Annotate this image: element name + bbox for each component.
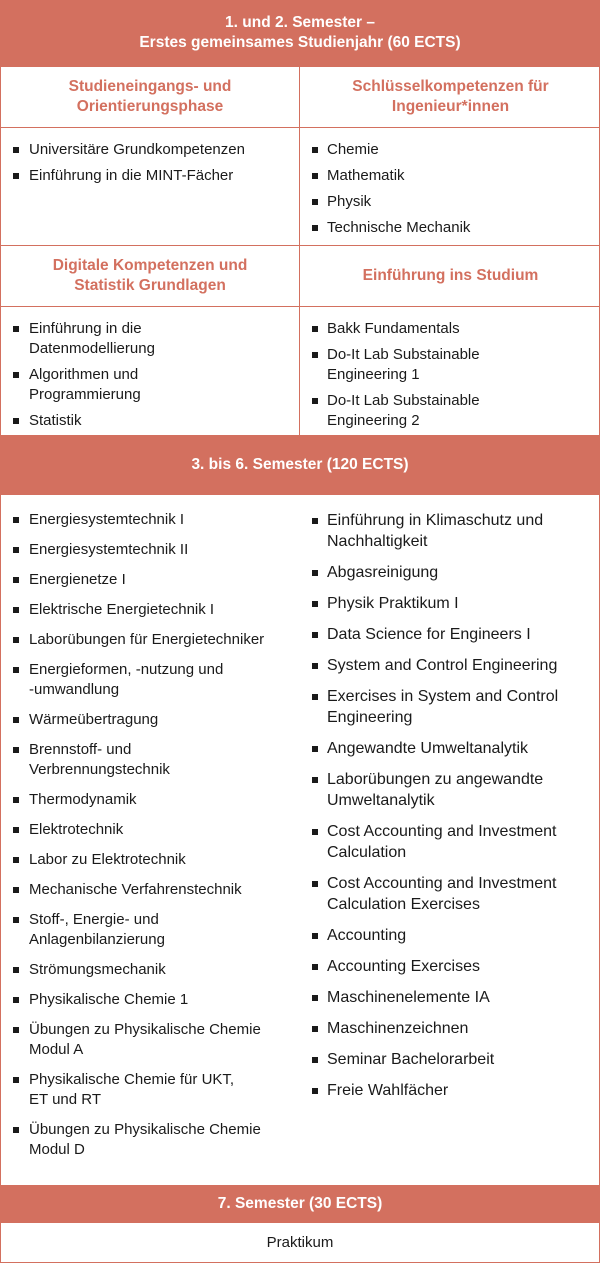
block-schluesselkompetenzen	[300, 67, 600, 245]
course-item: Data Science for Engineers I	[300, 624, 600, 645]
course-item: Accounting	[300, 925, 600, 946]
section-title-line2: Erstes gemeinsames Studienjahr (60 ECTS)	[139, 34, 461, 51]
course-item: Energiesystemtechnik I	[1, 510, 300, 530]
course-item: Accounting Exercises	[300, 956, 600, 977]
course-item: Maschinenelemente IA	[300, 987, 600, 1008]
list-item: Do-It Lab Substainable Engineering 1	[300, 345, 600, 385]
block-einfuehrung-studium	[300, 245, 600, 435]
list-item: Einführung in die MINT-Fächer	[1, 166, 299, 186]
course-item: Übungen zu Physikalische Chemie Modul A	[1, 1020, 300, 1060]
section-header-semester7: 7. Semester (30 ECTS)	[0, 1185, 600, 1223]
block-list	[300, 128, 600, 245]
heading-line: Schlüsselkompetenzen für	[352, 78, 549, 95]
course-item: Physikalische Chemie für UKT, ET und RT	[1, 1070, 300, 1110]
course-item: Elektrische Energietechnik I	[1, 600, 300, 620]
course-item: Physik Praktikum I	[300, 593, 600, 614]
course-item: Laborübungen zu angewandte Umweltanalytik	[300, 769, 600, 811]
section-title-line1: 1. und 2. Semester –	[225, 14, 375, 31]
course-item: Cost Accounting and Investment Calculation Exercises	[300, 873, 600, 915]
course-item: Energienetze I	[1, 570, 300, 590]
list-item: Do-It Lab Substainable Engineering 2	[300, 391, 600, 431]
course-item: Labor zu Elektrotechnik	[1, 850, 300, 870]
block-heading	[300, 245, 600, 307]
course-item: Stoff-, Energie- und Anlagenbilanzierung	[1, 910, 300, 950]
course-item: Exercises in System and Control Engineering	[300, 686, 600, 728]
course-item: Übungen zu Physikalische Chemie Modul D	[1, 1120, 300, 1160]
course-item: Maschinenzeichnen	[300, 1018, 600, 1039]
list-item: Physik	[300, 192, 600, 212]
course-item: Mechanische Verfahrenstechnik	[1, 880, 300, 900]
list-item: Bakk Fundamentals	[300, 319, 600, 339]
course-list-right	[300, 510, 600, 1185]
list-item: Mathematik	[300, 166, 600, 186]
heading-line: Digitale Kompetenzen und	[52, 257, 248, 274]
block-digitale-kompetenzen	[1, 245, 300, 435]
heading-line: Einführung ins Studium	[362, 267, 539, 284]
course-item: Seminar Bachelorarbeit	[300, 1049, 600, 1070]
list-item: Chemie	[300, 140, 600, 160]
course-item: Abgasreinigung	[300, 562, 600, 583]
course-list-left	[1, 510, 300, 1185]
course-item: Thermodynamik	[1, 790, 300, 810]
course-item: Energieformen, -nutzung und -umwandlung	[1, 660, 300, 700]
block-heading	[1, 67, 299, 128]
course-item: Laborübungen für Energietechniker	[1, 630, 300, 650]
course-item: Einführung in Klimaschutz und Nachhaltigkeit	[300, 510, 600, 552]
course-item: Strömungsmechanik	[1, 960, 300, 980]
course-item: Cost Accounting and Investment Calculation	[300, 821, 600, 863]
block-list	[1, 128, 299, 245]
block-heading	[1, 245, 299, 307]
list-item: Einführung in die Datenmodellierung	[1, 319, 299, 359]
course-item: Elektrotechnik	[1, 820, 300, 840]
course-item: System and Control Engineering	[300, 655, 600, 676]
course-item: Wärmeübertragung	[1, 710, 300, 730]
block-heading	[300, 67, 600, 128]
block-list	[1, 307, 299, 435]
list-item: Statistik	[1, 411, 299, 431]
heading-line: Studieneingangs- und	[68, 78, 232, 95]
praktikum-cell: Praktikum	[0, 1223, 600, 1263]
heading-line: Statistik Grundlagen	[74, 277, 226, 294]
course-item: Physikalische Chemie 1	[1, 990, 300, 1010]
list-item: Algorithmen und Programmierung	[1, 365, 299, 405]
year1-grid	[0, 67, 600, 435]
course-item: Energiesystemtechnik II	[1, 540, 300, 560]
list-item: Technische Mechanik	[300, 218, 600, 238]
block-studieneingang	[1, 67, 300, 245]
section-header-year1	[0, 0, 600, 67]
block-list	[300, 307, 600, 435]
list-item: Universitäre Grundkompetenzen	[1, 140, 299, 160]
course-item: Brennstoff- und Verbrennungstechnik	[1, 740, 300, 780]
heading-line: Ingenieur*innen	[391, 98, 510, 115]
section-header-semester3-6: 3. bis 6. Semester (120 ECTS)	[0, 435, 600, 495]
heading-line: Orientierungsphase	[76, 98, 224, 115]
semester3-6-grid	[0, 495, 600, 1185]
course-item: Freie Wahlfächer	[300, 1080, 600, 1101]
course-item: Angewandte Umweltanalytik	[300, 738, 600, 759]
